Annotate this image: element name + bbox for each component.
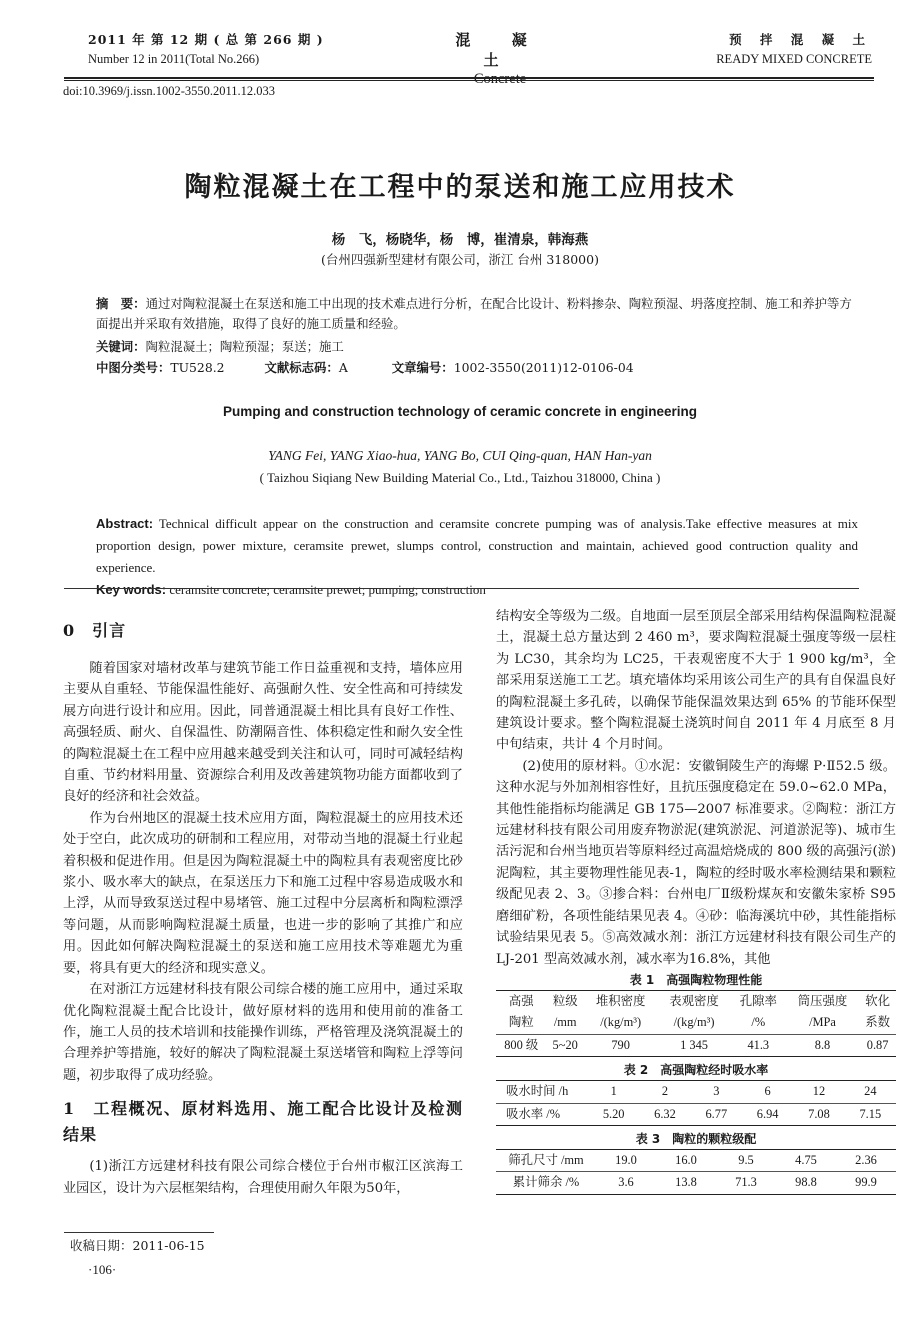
header-section-en: READY MIXED CONCRETE — [716, 52, 872, 66]
section-1-heading: 1 工程概况、原材料选用、施工配合比设计及检测结果 — [63, 1099, 463, 1145]
keywords-cn-label: 关键词： — [96, 339, 146, 354]
clc-value: TU528.2 — [170, 360, 225, 375]
table-header-cell: 孔隙率 — [731, 990, 786, 1012]
table-header-cell: 堆积密度 — [584, 990, 657, 1012]
table-header-cell: 粒级 — [546, 990, 583, 1012]
table-header-cell: /% — [751, 1015, 766, 1030]
table2-caption: 表 2 高强陶粒经时吸水率 — [623, 1063, 769, 1078]
doc-code-value: A — [338, 360, 348, 375]
abstract-cn — [96, 294, 856, 334]
english-authors: YANG Fei, YANG Xiao-hua, YANG Bo, CUI Qing-quan, HAN Han-yan — [268, 448, 652, 463]
body-column-right — [496, 606, 896, 1195]
table-cell: 41.3 — [731, 1034, 786, 1056]
table-cell: 7.08 — [793, 1103, 844, 1125]
doc-code-label: 文献标志码： — [264, 360, 339, 375]
table-cell: 3 — [691, 1081, 742, 1103]
table2 — [496, 1080, 896, 1126]
body-paragraph-4: (1)浙江方远建材科技有限公司综合楼位于台州市椒江区滨海工业园区，设计为六层框架结构，合理使用耐久年限为50年， — [63, 1159, 463, 1196]
table-cell: 12 — [793, 1081, 844, 1103]
header-section — [716, 30, 872, 68]
abstract-cn-label: 摘 要： — [96, 296, 146, 311]
table-header-cell: 系数 — [865, 1015, 890, 1030]
table-header-cell: /(kg/m³) — [673, 1015, 715, 1030]
english-abstract-label: Abstract: — [96, 516, 154, 531]
header-issue-cn: 2011 年 第 12 期 ( 总 第 266 期 ) — [88, 32, 324, 47]
body-paragraph-1: 随着国家对墙材改革与建筑节能工作日益重视和支持，墙体应用主要从自重轻、节能保温性能好、高强耐久性、安全性高和可持续发展方向进行设计和应用。因此，同普通混凝土相比具有良好工作性、高强轻质、耐火、自保温性、防潮隔音性、体积稳定性和耐久安全性的陶粒混凝土在工程中应用越来越受到关注和认可，同时可减轻结构自重、节约材料用量、资源综合利用及改善建筑物功能方面都收到了良好的经济和社会效益。 — [63, 661, 463, 805]
header-rule — [64, 77, 874, 79]
page-number: ·106· — [88, 1262, 117, 1277]
table-cell: 3.6 — [596, 1172, 656, 1194]
abstract-cn-text: 通过对陶粒混凝土在泵送和施工中出现的技术难点进行分析，在配合比设计、粉料掺杂、陶粒预湿、坍落度控制、施工和养护等方面提出并采取有效措施，取得了良好的施工质量和经验。 — [96, 296, 852, 331]
table3 — [496, 1149, 896, 1195]
header-issue — [88, 30, 324, 68]
table-header-cell: 表观密度 — [657, 990, 730, 1012]
abstract-divider — [64, 588, 859, 589]
table-row-label: 筛孔尺寸 /mm — [496, 1149, 596, 1171]
table-header-cell: /MPa — [809, 1015, 836, 1030]
keywords-cn — [96, 337, 856, 357]
table-cell: 99.9 — [836, 1172, 896, 1194]
table-cell: 1 — [588, 1081, 639, 1103]
table-cell: 16.0 — [656, 1149, 716, 1171]
table1-header-row — [496, 990, 896, 1012]
table-row — [496, 1081, 896, 1103]
header-rule-thin — [64, 80, 874, 81]
table-header-cell: /(kg/m³) — [600, 1015, 642, 1030]
header-journal-cn: 混 凝 土 — [455, 31, 545, 69]
table-header-cell: /mm — [553, 1015, 577, 1030]
table-cell: 6.32 — [639, 1103, 690, 1125]
table-cell: 4.75 — [776, 1149, 836, 1171]
footnote-rule — [64, 1232, 214, 1233]
header-journal-en: Concrete — [473, 71, 527, 87]
paper-title: 陶粒混凝土在工程中的泵送和施工应用技术 — [184, 172, 736, 203]
table-cell: 1 345 — [657, 1034, 730, 1056]
table-cell: 71.3 — [716, 1172, 776, 1194]
table-header-cell: 软化 — [859, 990, 896, 1012]
paper-affiliation: (台州四强新型建材有限公司，浙江 台州 318000) — [321, 252, 599, 267]
table3-caption: 表 3 陶粒的颗粒级配 — [635, 1131, 757, 1146]
table-header-cell: 筒压强度 — [786, 990, 859, 1012]
table-cell: 0.87 — [859, 1034, 896, 1056]
table-row-label: 累计筛余 /% — [496, 1172, 596, 1194]
table-cell: 2 — [639, 1081, 690, 1103]
clc-label: 中图分类号： — [96, 360, 171, 375]
table1-unit-row — [496, 1012, 896, 1034]
english-affiliation: ( Taizhou Siqiang New Building Material Co., Ltd., Taizhou 318000, China ) — [259, 470, 661, 485]
english-abstract-text: Technical difficult appear on the construction and ceramsite concrete pumping was of analysis.Take effective measures at mix proportion design, power mixture, ceramsite prewet, slumps control, construction and maintain, achieved good contruction quality and experience. — [96, 516, 858, 575]
table-cell: 5~20 — [546, 1034, 583, 1056]
header-section-cn: 预 拌 混 凝 土 — [729, 32, 872, 47]
body-paragraph-5: 结构安全等级为二级。自地面一层至顶层全部采用结构保温陶粒混凝土，混凝土总方量达到 2 460 m³，要求陶粒混凝土强度等级一层柱为 LC30，其余均为 LC25，干表观密度不大于 1 900 kg/m³，全部采用泵送施工工艺。填充墙体均采用该公司生产的具有自保温良好的陶粒混凝土多孔砖，以确保节能保温效果达到 65% 的节能环保型建筑设计要求。整个陶粒混凝土浇筑时间自 2011 年 4 月底至 8 月中旬结束，共计 4 个月时间。 — [496, 609, 896, 753]
table-cell: 98.8 — [776, 1172, 836, 1194]
table-header-cell: 高强 — [496, 990, 546, 1012]
english-keywords-label: Key words: — [96, 582, 167, 597]
article-no-value: 1002-3550(2011)12-0106-04 — [453, 360, 634, 375]
body-column-left — [63, 606, 463, 1199]
table-cell: 2.36 — [836, 1149, 896, 1171]
body-paragraph-6: (2)使用的原材料。①水泥：安徽铜陵生产的海螺 P·Ⅱ52.5 级。这种水泥与外加剂相容性好，且抗压强度稳定在 59.0~62.0 MPa，其他性能指标均能满足 GB 175—2007 标准要求。②陶粒：浙江方远建材科技有限公司用废弃物淤泥(建筑淤泥、河道淤泥等)、城市生活污泥和台州当地页岩等原料经过高温焙烧成的 800 级的高强污(淤)泥陶粒，其主要物理性能见表-1，陶粒的经时吸水率检测结果和颗粒级配见表 2、3。③掺合料：台州电厂Ⅱ级粉煤灰和安徽朱家桥 S95 磨细矿粉，各项性能结果见表 4。④砂：临海溪坑中砂，其性能指标试验结果见表 5。⑤高效减水剂：浙江方远建材科技有限公司生产的 LJ-201 型高效减水剂，减水率为16.8%，其他 — [496, 758, 896, 967]
section-0-heading: 0 引言 — [63, 621, 127, 640]
table-cell: 24 — [845, 1081, 896, 1103]
english-keywords-text: ceramsite concrete; ceramsite prewet; pumping; construction — [169, 582, 486, 597]
body-paragraph-2: 作为台州地区的混凝土技术应用方面，陶粒混凝土的应用技术还处于空白，此次成功的研制和工程应用，对带动当地的混凝土行业起着积极和促进作用。但是因为陶粒混凝土中的陶粒具有表观密度比砂浆小、吸水率大的缺点，在泵送压力下和施工过程中容易造成吸水和上浮，从而导致泵送过程中易堵管、施工过程中分层离析和陶粒漂浮等问题，从而影响陶粒混凝土质量，也进一步的影响了其推广和应用。因此如何解决陶粒混凝土的泵送和施工应用技术等难题尤为重要，将具有更大的经济和现实意义。 — [63, 810, 463, 976]
table-cell: 8.8 — [786, 1034, 859, 1056]
table-row-label: 吸水率 /% — [496, 1103, 588, 1125]
table-cell: 5.20 — [588, 1103, 639, 1125]
doi: doi:10.3969/j.issn.1002-3550.2011.12.033 — [63, 84, 276, 98]
table-row-label: 吸水时间 /h — [496, 1081, 588, 1103]
english-title: Pumping and construction technology of ceramic concrete in engineering — [222, 404, 698, 419]
received-date: 收稿日期：2011-06-15 — [70, 1238, 205, 1253]
table-cell: 9.5 — [716, 1149, 776, 1171]
table-row — [496, 1034, 896, 1056]
table-cell: 6 — [742, 1081, 793, 1103]
paper-authors: 杨 飞，杨晓华，杨 博，崔清泉，韩海燕 — [331, 232, 589, 248]
table-cell: 790 — [584, 1034, 657, 1056]
header-issue-en: Number 12 in 2011(Total No.266) — [88, 52, 260, 66]
table-row — [496, 1172, 896, 1194]
table-cell: 13.8 — [656, 1172, 716, 1194]
table1 — [496, 990, 896, 1057]
body-paragraph-3: 在对浙江方远建材科技有限公司综合楼的施工应用中，通过采取优化陶粒混凝土配合比设计，做好原材料的选用和使用前的准备工作，施工人员的技术培训和技能操作训练，严格管理及浇筑混凝土的合理养护等措施，较好的解决了陶粒混凝土泵送堵管和陶粒上浮等问题，初步取得了成功经验。 — [63, 982, 463, 1083]
table-cell: 6.77 — [691, 1103, 742, 1125]
keywords-cn-text: 陶粒混凝土；陶粒预湿；泵送；施工 — [145, 339, 344, 354]
table-row — [496, 1103, 896, 1125]
table-cell: 7.15 — [845, 1103, 896, 1125]
table-cell: 6.94 — [742, 1103, 793, 1125]
table-row — [496, 1149, 896, 1171]
article-no-label: 文章编号： — [391, 360, 454, 375]
table-cell: 800 级 — [496, 1034, 546, 1056]
table-cell: 19.0 — [596, 1149, 656, 1171]
classification-line — [96, 358, 856, 378]
table-header-cell: 陶粒 — [508, 1015, 534, 1030]
table1-caption: 表 1 高强陶粒物理性能 — [629, 972, 763, 987]
